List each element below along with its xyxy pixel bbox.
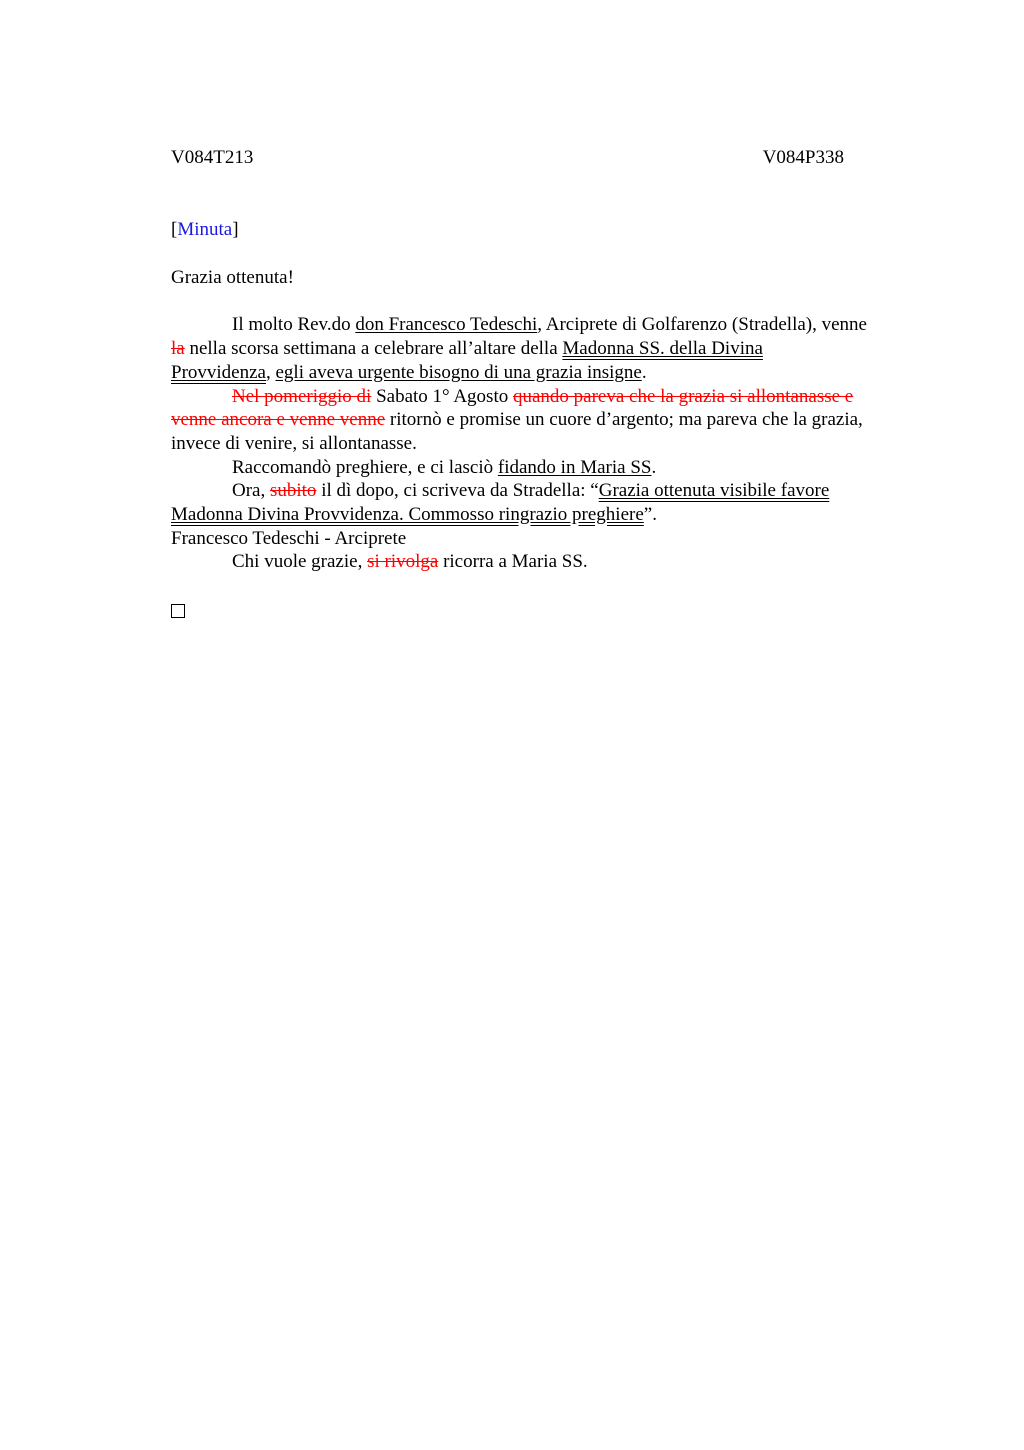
checkbox-icon xyxy=(171,604,185,618)
deleted-text: subito xyxy=(269,480,317,502)
underlined-name: don Francesco Tedeschi xyxy=(355,314,538,336)
paragraph-3: Raccomandò preghiere, e ci lasciò fidando in Maria SS. xyxy=(232,456,657,478)
document-title: Grazia ottenuta! xyxy=(171,266,294,288)
paragraph-2: Nel pomeriggio di Sabato 1° Agosto quando pareva che la grazia si allontanasse e venne ancora e venne venne ritornò e promise un cuore d’argento; ma pareva che la grazia, invece di venire, si allontanasse. xyxy=(171,385,863,454)
deleted-text: si rivolga xyxy=(367,551,439,573)
double-underlined-quote: Madonna Divina Provvidenza. Commosso ringrazio preghiere xyxy=(171,504,644,526)
double-underlined-text: Madonna SS. della Divina xyxy=(562,338,763,360)
right-code: V084P338 xyxy=(762,147,844,168)
paragraph-5: Chi vuole grazie, si rivolga ricorra a Maria SS. xyxy=(232,551,588,573)
note-label-line: [Minuta] xyxy=(171,219,239,240)
document-page xyxy=(171,146,927,625)
deleted-text: Nel pomeriggio di xyxy=(232,385,372,407)
deleted-text: la xyxy=(171,338,185,360)
minuta-label: Minuta xyxy=(177,219,233,240)
left-code: V084T213 xyxy=(171,147,254,168)
deleted-text: venne ancora e venne venne xyxy=(171,409,386,431)
document-header xyxy=(171,146,844,170)
deleted-text: quando pareva che la grazia si allontanasse e xyxy=(512,385,854,407)
double-underlined-text: Provvidenza xyxy=(171,361,266,383)
underlined-text: egli aveva urgente bisogno di una grazia insigne xyxy=(275,361,642,383)
paragraph-4: Ora, subito il dì dopo, ci scriveva da Stradella: “Grazia ottenuta visibile favore Madonna Divina Provvidenza. Commosso ringrazio preghiere”. xyxy=(171,480,830,526)
signature: Francesco Tedeschi - Arciprete xyxy=(171,527,407,549)
underlined-text: fidando in Maria SS xyxy=(497,456,652,478)
double-underlined-quote: Grazia ottenuta visibile favore xyxy=(598,480,830,502)
paragraph-1: Il molto Rev.do don Francesco Tedeschi, Arciprete di Golfarenzo (Stradella), venne la nella scorsa settimana a celebrare all’altare della Madonna SS. della Divina Provvidenza, egli aveva urgente bisogno di una grazia insigne. xyxy=(171,314,867,383)
